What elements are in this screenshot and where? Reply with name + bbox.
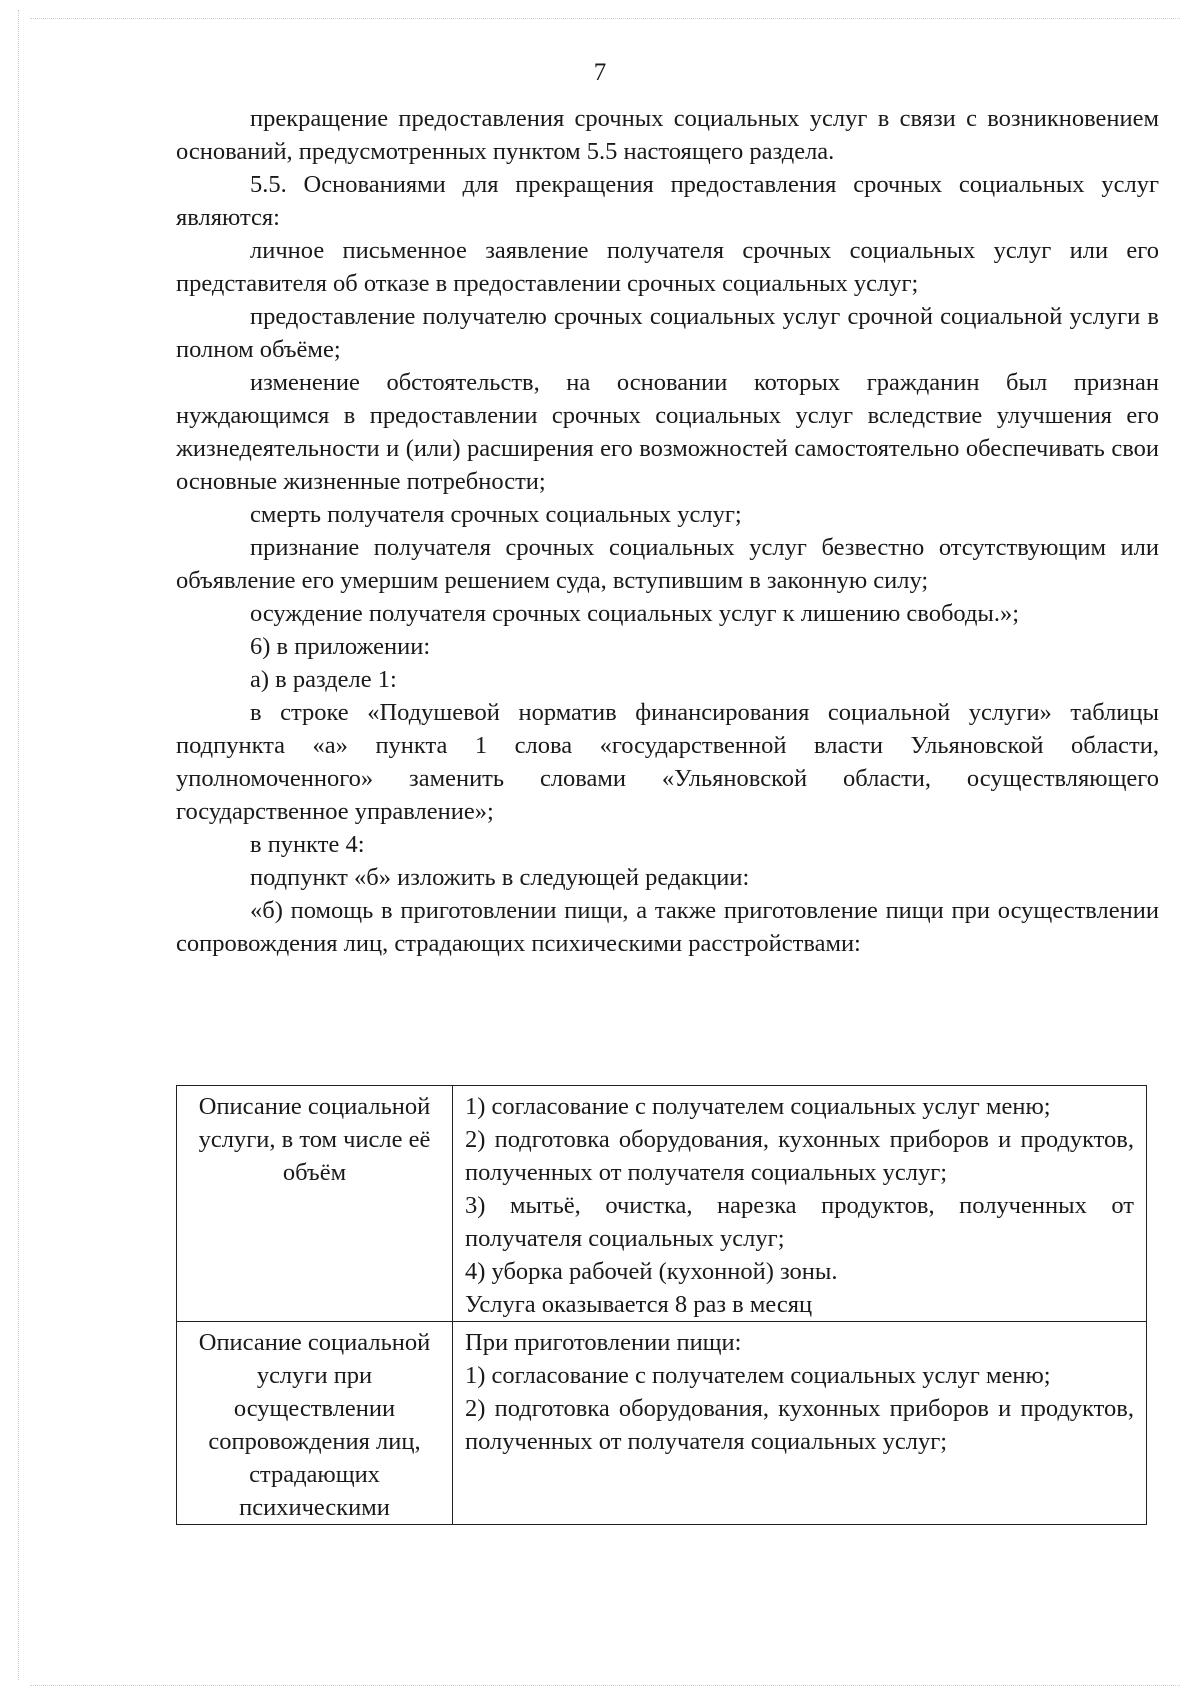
paragraph: «б) помощь в приготовлении пищи, а также приготовление пищи при осуществлении сопровождения лиц, страдающих психическими расстройствами: xyxy=(176,897,1159,957)
paragraph: изменение обстоятельств, на основании которых гражданин был признан нуждающимся в предоставлении срочных социальных услуг вследствие улучшения его жизнедеятельности и (или) расширения его возможностей самостоятельно обеспечивать свои основные жизненные потребности; xyxy=(176,369,1159,495)
paragraph: предоставление получателю срочных социальных услуг срочной социальной услуги в полном объёме; xyxy=(176,303,1159,363)
scan-edge-bottom xyxy=(30,1685,1180,1687)
table-content-cell xyxy=(453,1086,1147,1322)
table-line: 2) подготовка оборудования, кухонных приборов и продуктов, полученных от получателя социальных услуг; xyxy=(465,1126,1134,1186)
scan-edge-left xyxy=(18,10,20,1680)
paragraph: осуждение получателя срочных социальных услуг к лишению свободы.»; xyxy=(250,600,1020,627)
table-line: 1) согласование с получателем социальных услуг меню; xyxy=(465,1362,1051,1389)
table-line: 1) согласование с получателем социальных услуг меню; xyxy=(465,1093,1051,1120)
paragraph: прекращение предоставления срочных социальных услуг в связи с возникновением оснований, предусмотренных пунктом 5.5 настоящего раздела. xyxy=(176,105,1159,165)
paragraph: 6) в приложении: xyxy=(250,633,431,660)
table-line: 3) мытьё, очистка, нарезка продуктов, полученных от получателя социальных услуг; xyxy=(465,1192,1134,1252)
table-label-cell: Описание социальной услуги, в том числе её объём xyxy=(177,1086,453,1322)
paragraph: в пункте 4: xyxy=(250,831,365,858)
paragraph: смерть получателя срочных социальных услуг; xyxy=(250,501,742,528)
table-line: Услуга оказывается 8 раз в месяц xyxy=(465,1291,813,1318)
paragraph: 5.5. Основаниями для прекращения предоставления срочных социальных услуг являются: xyxy=(176,171,1159,231)
paragraph: а) в разделе 1: xyxy=(250,666,397,693)
table-line: 4) уборка рабочей (кухонной) зоны. xyxy=(465,1258,838,1285)
page-number: 7 xyxy=(593,59,607,86)
paragraph: в строке «Подушевой норматив финансирования социальной услуги» таблицы подпункта «а» пункта 1 слова «государственной власти Ульяновской области, уполномоченного» заменить словами «Ульяновской области, осуществляющего государственное управление»; xyxy=(176,699,1159,825)
paragraph: личное письменное заявление получателя срочных социальных услуг или его представителя об отказе в предоставлении срочных социальных услуг; xyxy=(176,237,1159,297)
table-content-cell xyxy=(453,1322,1147,1525)
table-line: При приготовлении пищи: xyxy=(465,1329,742,1356)
service-description-table xyxy=(176,1085,1147,1525)
table-row xyxy=(177,1086,1147,1322)
paragraph: подпункт «б» изложить в следующей редакции: xyxy=(250,864,750,891)
table-line: 2) подготовка оборудования, кухонных приборов и продуктов, полученных от получателя социальных услуг; xyxy=(465,1395,1134,1455)
scan-edge-top xyxy=(30,18,1180,20)
table-label-cell: Описание социальной услуги при осуществлении сопровождения лиц, страдающих психическими xyxy=(177,1322,453,1525)
paragraph: признание получателя срочных социальных услуг безвестно отсутствующим или объявление его умершим решением суда, вступившим в законную силу; xyxy=(176,534,1159,594)
document-body xyxy=(176,102,1159,960)
table-row xyxy=(177,1322,1147,1525)
